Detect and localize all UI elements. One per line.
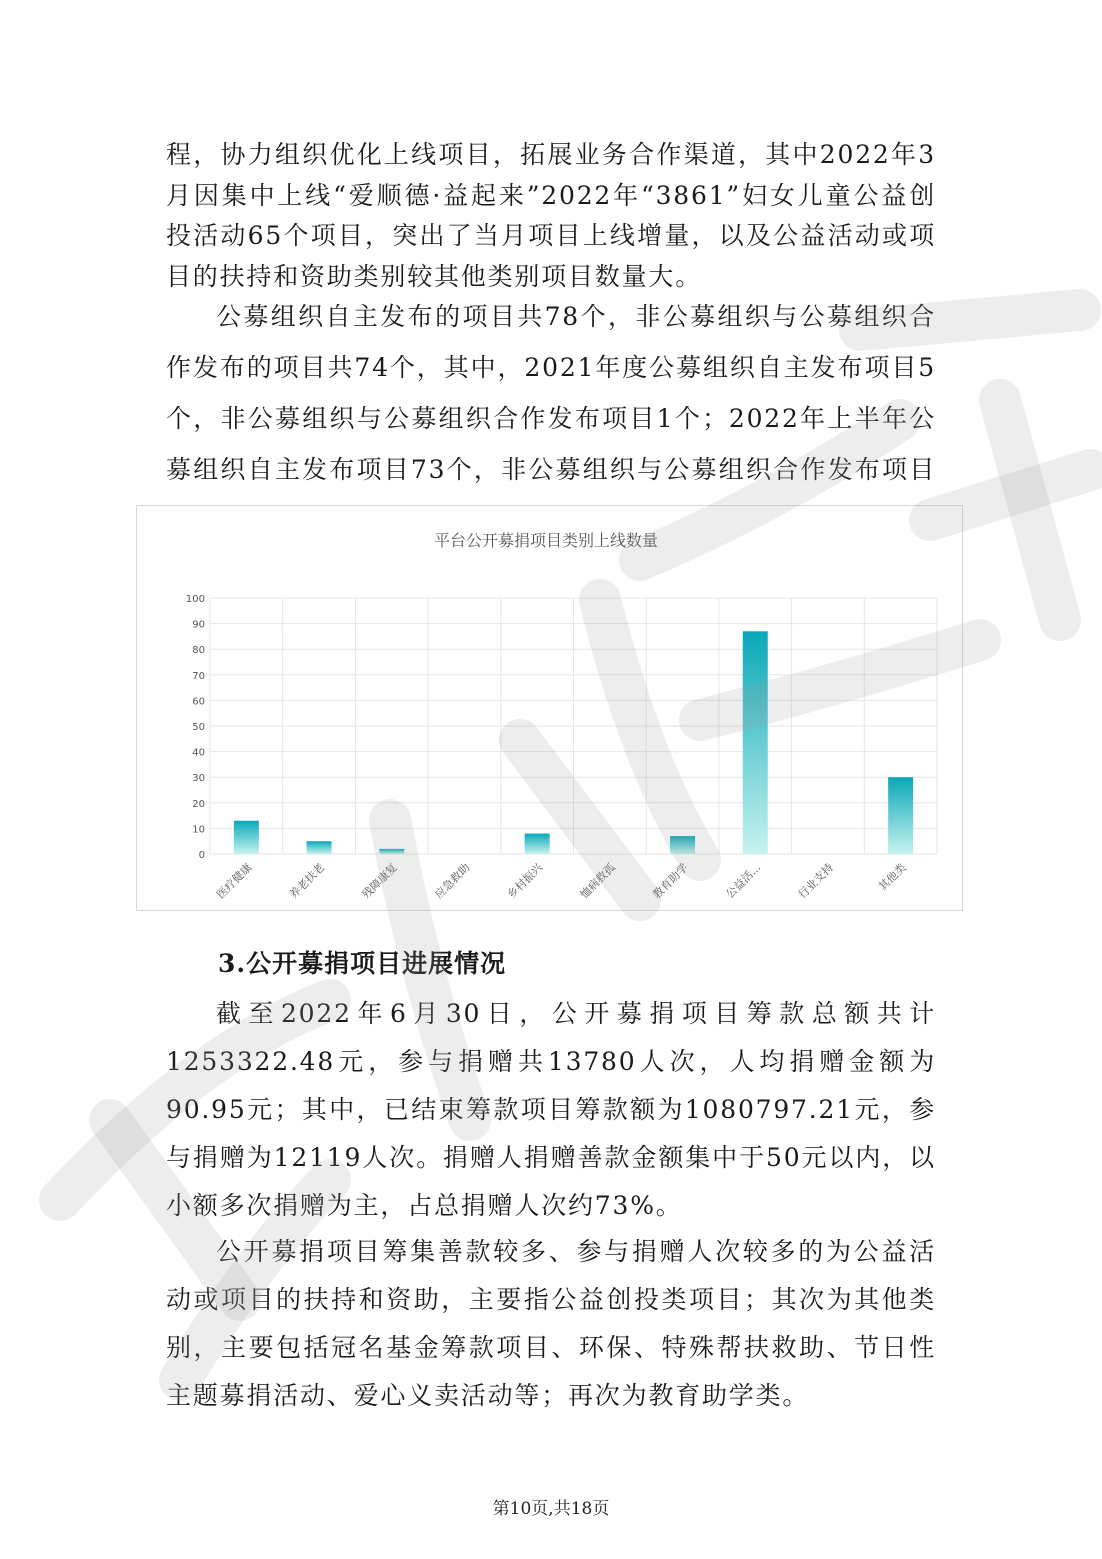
y-tick-label: 100 [185,594,205,605]
chart-grid [210,598,937,854]
chart-title: 平台公开募捐项目类别上线数量 [433,531,659,550]
y-tick-label: 50 [192,722,205,733]
bar-0 [234,821,259,854]
x-tick-label: 行业支持 [795,860,837,902]
y-tick-label: 0 [198,850,205,861]
x-tick-label: 医疗健康 [214,860,255,902]
y-tick-label: 10 [192,824,205,836]
y-tick-label: 40 [192,747,205,759]
category-bar-chart [136,505,963,911]
y-tick-label: 70 [192,670,205,682]
x-tick-label: 乡村振兴 [504,860,546,902]
y-tick-label: 30 [192,773,205,785]
x-tick-label: 残障康复 [359,860,400,902]
paragraph-fundraising-progress: 截至2022年6月30日，公开募捐项目筹款总额共计1253322.48元，参与捐赠共13780人次，人均捐赠金额为90.95元；其中，已结束筹款项目筹款额为1080797.21元，参与捐赠为12119人次。捐赠人捐赠善款金额集中于50元以内，以小额多次捐赠为主，占总捐赠人次约73%。 [166,999,936,1220]
bar-2 [379,849,404,854]
bar-9 [888,777,913,854]
paragraph-publishing-stats: 公募组织自主发布的项目共78个，非公募组织与公募组织合作发布的项目共74个，其中，2021年度公募组织自主发布项目5个，非公募组织与公募组织合作发布项目1个；2022年上半年公募组织自主发布项目73个，非公募组织与公募组织合作发布项目 [166,302,936,484]
x-tick-label: 公益活... [723,860,764,901]
chart-canvas [137,506,964,912]
bar-1 [307,841,332,854]
x-tick-label: 教育助学 [650,860,691,902]
y-tick-label: 20 [192,798,205,810]
x-axis-labels [213,860,908,902]
section-heading: 3.公开募捐项目进展情况 [218,949,507,978]
paragraph-project-launch: 程，协力组织优化上线项目，拓展业务合作渠道，其中2022年3月因集中上线“爱顺德·益起来”2022年“3861”妇女儿童公益创投活动65个项目，突出了当月项目上线增量，以及公益活动或项目的扶持和资助类别较其他类别项目数量大。 [166,140,936,291]
paragraph-fundraising-categories: 公开募捐项目筹集善款较多、参与捐赠人次较多的为公益活动或项目的扶持和资助，主要指公益创投类项目；其次为其他类别，主要包括冠名基金筹款项目、环保、特殊帮扶救助、节日性主题募捐活动、爱心义卖活动等；再次为教育助学类。 [166,1237,936,1410]
x-tick-label: 其他类 [876,860,909,894]
x-tick-label: 养老扶老 [286,860,328,902]
bar-6 [670,836,695,854]
y-axis-ticks [186,594,205,861]
bar-7 [743,631,768,854]
y-tick-label: 80 [192,645,205,657]
bar-4 [525,834,550,854]
y-tick-label: 90 [192,619,205,631]
x-tick-label: 恤病救孤 [577,860,618,902]
y-tick-label: 60 [192,696,205,708]
x-tick-label: 应急救助 [432,860,473,902]
page-number-footer: 第10页,共18页 [492,1499,610,1519]
